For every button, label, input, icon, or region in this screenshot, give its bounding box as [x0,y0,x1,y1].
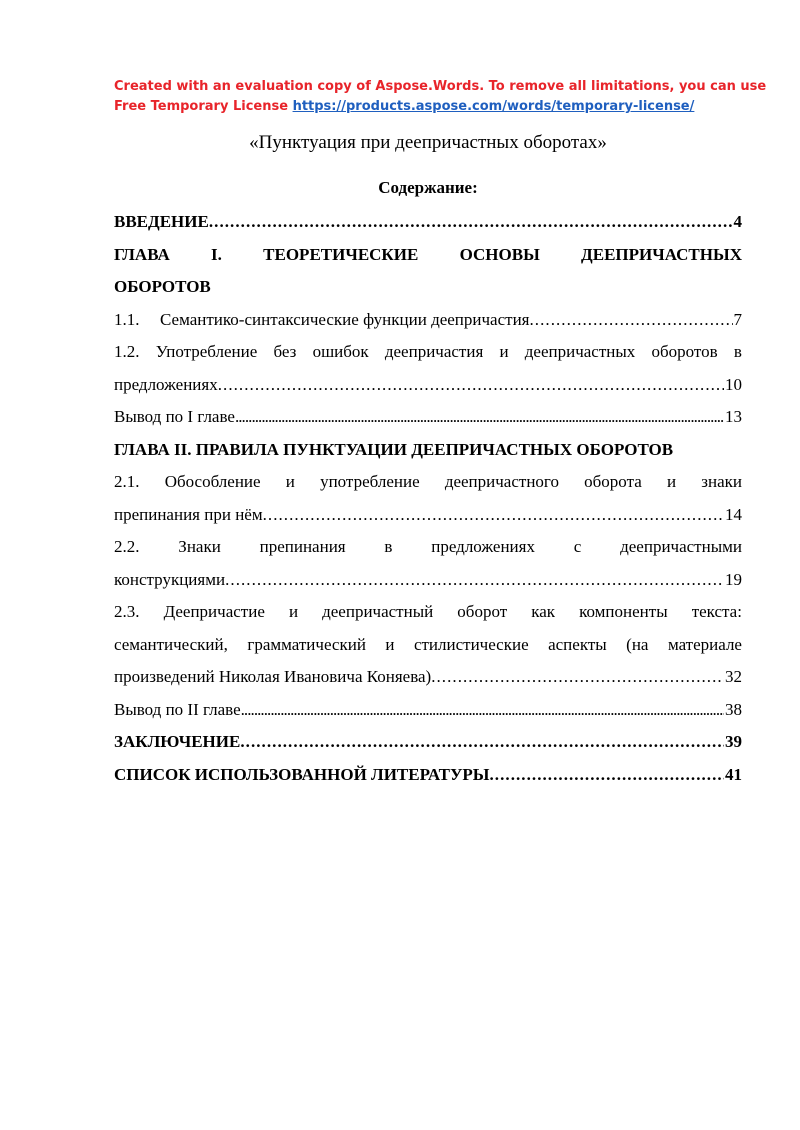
toc-entry-title: СПИСОК ИСПОЛЬЗОВАННОЙ ЛИТЕРАТУРЫ [114,764,490,784]
toc-entry-2-3-cont [114,629,742,662]
toc-word: 2.3. [114,602,140,621]
toc-entry-chapter-1-cont: ОБОРОТОВ [114,277,211,296]
toc-page-number: 7 [733,309,742,329]
toc-word: ДЕЕПРИЧАСТНЫХ [581,244,742,264]
toc-entry-1-1[interactable] [114,304,742,337]
toc-word: деепричастный [322,602,434,621]
toc-entry-title: произведений Николая Ивановича Коняева) [114,667,432,686]
toc-word: оборота [584,472,642,491]
toc-entry-2-1[interactable] [114,466,742,499]
toc-entry-chapter-2[interactable]: ГЛАВА II. ПРАВИЛА ПУНКТУАЦИИ ДЕЕПРИЧАСТНЫХ ОБОРОТОВ [114,439,674,459]
toc-entry-conclusion-1[interactable] [114,401,742,434]
toc-leader-dots [263,499,724,532]
toc-word: и [499,342,509,361]
toc-word: употребление [320,472,420,491]
toc-word: деепричастными [620,537,742,556]
toc-word: и [285,472,295,491]
toc-entry-2-2[interactable] [114,531,742,564]
toc-word: 2.2. [114,537,140,556]
toc-entry-title: ЗАКЛЮЧЕНИЕ [114,732,241,751]
toc-entry-2-3-end[interactable] [114,661,742,694]
toc-entry-title: Вывод по I главе [114,407,235,426]
toc-leader-dots [530,304,733,337]
toc-word: компоненты [579,602,668,621]
toc-entry-title [114,304,530,337]
toc-page-number: 39 [725,732,742,751]
toc-page-number: 19 [725,569,742,589]
watermark-license-link[interactable]: https://products.aspose.com/words/temporary-license/ [292,99,695,114]
toc-page-number: 32 [725,667,742,686]
toc-leader-dots [225,564,724,597]
toc-word: ОСНОВЫ [459,244,540,264]
toc-section-number: 1.1. [114,309,140,329]
toc-word: оборот [457,602,508,621]
watermark-line-2 [114,97,754,117]
toc-word: с [573,537,582,556]
toc-leader-dots [241,694,724,727]
toc-word: ошибок [312,342,369,361]
watermark-line-1: Created with an evaluation copy of Aspose.Words. To remove all limitations, you can use [114,79,767,94]
toc-leader-dots [240,726,724,759]
toc-entry-title: препинания при нём [114,504,263,524]
toc-entry-chapter-1[interactable] [114,239,742,272]
toc-page-number: 10 [725,374,742,394]
toc-word: текста: [691,602,742,621]
toc-word: в [733,342,742,361]
toc-leader-dots [218,369,724,402]
toc-word: Обособление [164,472,261,491]
toc-word: как [531,602,556,621]
toc-word: деепричастия [384,342,484,361]
toc-entry-1-2-cont[interactable] [114,369,742,402]
toc-entry-title: Вывод по II главе [114,699,241,719]
toc-word: препинания [259,537,346,556]
watermark-license-text: Free Temporary License [114,99,289,114]
toc-entry-references[interactable] [114,759,742,792]
toc-word: I. [211,244,222,264]
toc-word: ТЕОРЕТИЧЕСКИЕ [263,244,419,264]
toc-entry-2-3[interactable] [114,596,742,629]
toc-word: стилистические [413,634,529,654]
toc-word: без [273,342,297,361]
toc-page-number: 41 [725,764,742,784]
toc-word: материале [667,634,742,654]
toc-entry-title: ВВЕДЕНИЕ [114,212,209,231]
toc-word: Деепричастие [163,602,265,621]
toc-word: деепричастного [444,472,559,491]
toc-leader-dots [235,401,724,434]
toc-word: Знаки [178,537,221,556]
toc-entry-2-1-cont[interactable] [114,499,742,532]
toc-word: 1.2. [114,342,140,361]
toc-page-number: 14 [725,504,742,524]
toc-entry-2-2-cont[interactable] [114,564,742,597]
toc-entry-intro[interactable] [114,206,742,239]
toc-word: Употребление [155,342,258,361]
toc-leader-dots [209,206,733,239]
toc-leader-dots [490,759,725,792]
evaluation-watermark [114,77,767,117]
toc-word: оборотов [651,342,718,361]
toc-page-number: 13 [725,407,742,426]
toc-entry-conclusion-2[interactable] [114,694,742,727]
toc-word: и [385,634,395,654]
toc-page-number: 4 [733,212,742,231]
contents-heading: Содержание: [378,178,478,197]
toc-leader-dots [431,661,724,694]
toc-word: аспекты [548,634,607,654]
toc-word: и [666,472,677,491]
document-title: «Пунктуация при деепричастных оборотах» [249,132,607,153]
toc-entry-title: предложениях [114,374,218,394]
toc-word: семантический, [114,634,228,654]
toc-word: грамматический [247,634,366,654]
toc-entry-title: конструкциями [114,569,226,589]
toc-section-title: Семантико-синтаксические функции деепричастия [160,309,530,329]
toc-word: знаки [701,472,742,491]
toc-entry-conclusion[interactable] [114,726,742,759]
toc-entry-1-2[interactable] [114,336,742,369]
toc-word: (на [626,634,649,654]
table-of-contents [114,206,742,791]
toc-word: деепричастных [524,342,636,361]
toc-word: в [384,537,393,556]
toc-word: ГЛАВА [114,244,170,264]
toc-word: 2.1. [114,472,140,491]
toc-page-number: 38 [725,699,742,719]
toc-word: и [288,602,299,621]
toc-word: предложениях [431,537,535,556]
